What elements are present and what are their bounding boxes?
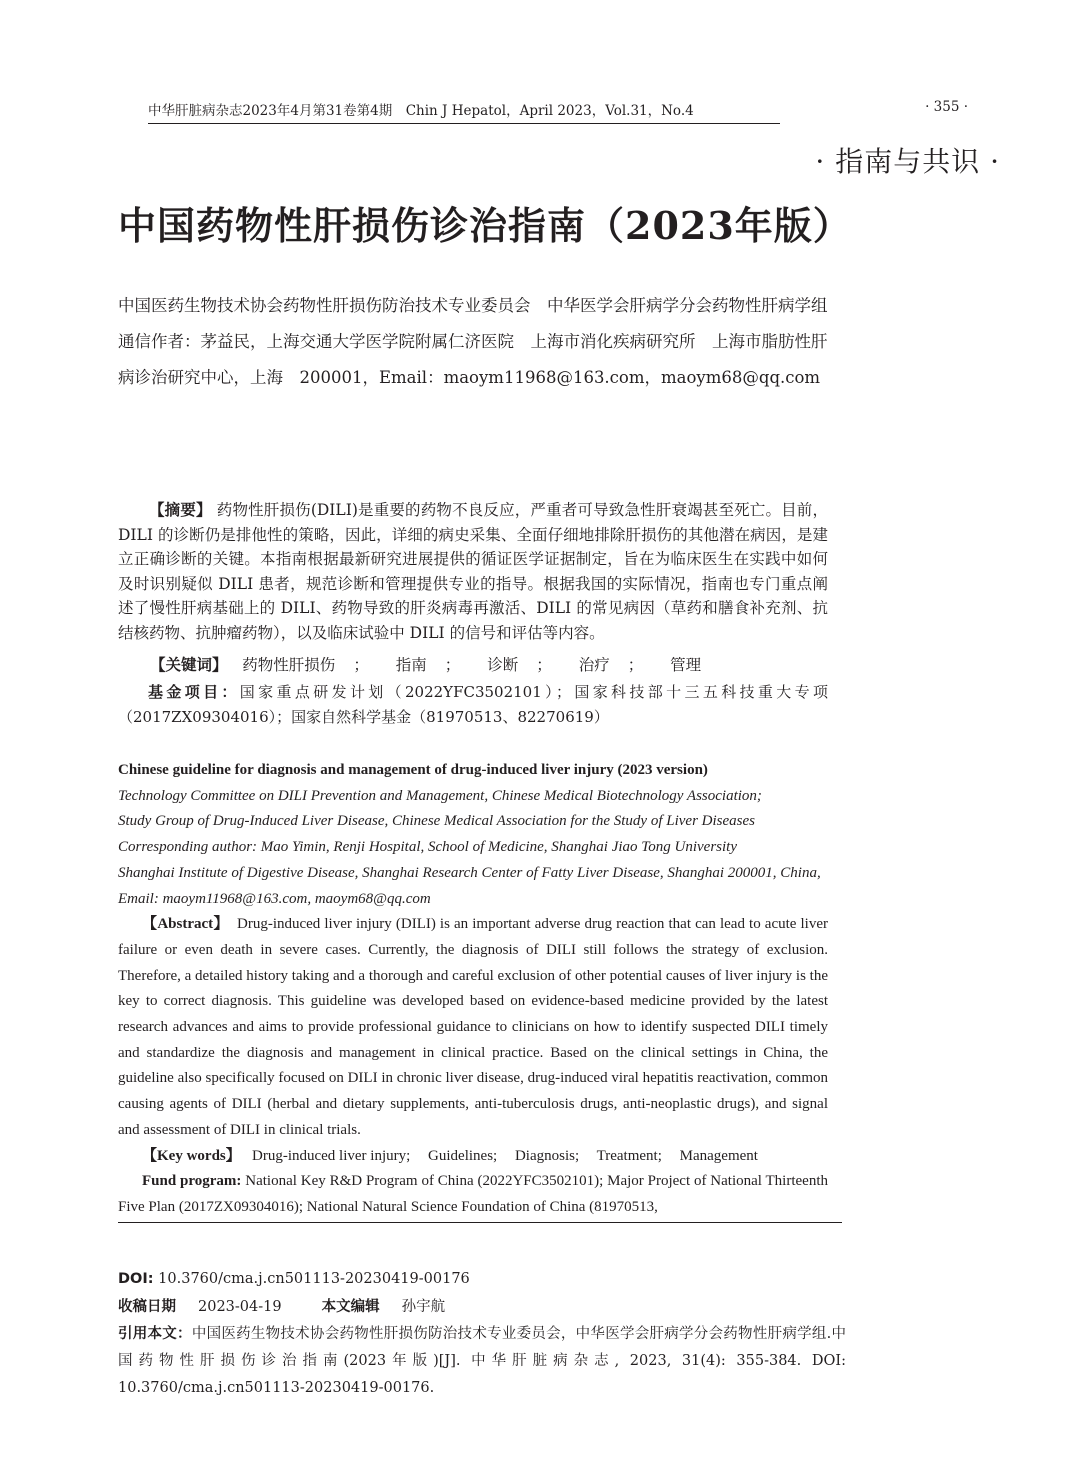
footnotes xyxy=(118,1265,846,1402)
keywords-cn-label: 【关键词】 xyxy=(150,655,228,674)
editor-label: 本文编辑 xyxy=(321,1299,380,1315)
english-affiliation: Shanghai Institute of Digestive Disease, Shanghai Research Center of Fatty Liver Disease, Shanghai 200001, China, Email: maoym11968@163.com, maoym68@qq.com xyxy=(118,864,821,907)
page-number: · 355 · xyxy=(925,99,968,115)
keyword-cn: 指南 xyxy=(395,656,427,674)
doi-value: 10.3760/cma.j.cn501113-20230419-00176 xyxy=(158,1271,470,1287)
english-title: Chinese guideline for diagnosis and management of drug-induced liver injury (2023 version) xyxy=(118,762,708,778)
english-affiliation: Technology Committee on DILI Prevention and Management, Chinese Medical Biotechnology Association; xyxy=(118,787,762,804)
fund-cn-label: 基金项目： xyxy=(148,683,240,701)
keyword-en: Guidelines; xyxy=(428,1147,498,1164)
received-value: 2023-04-19 xyxy=(198,1299,282,1315)
keyword-cn: 管理 xyxy=(670,656,702,674)
abstract-cn-text: 药物性肝损伤(DILI)是重要的药物不良反应，严重者可导致急性肝衰竭甚至死亡。目前，DILI 的诊断仍是排他性的策略，因此，详细的病史采集、全面仔细地排除肝损伤的其他潜在病因，是建立正确诊断的关键。本指南根据最新研究进展提供的循证医学证据制定，旨在为临床医生在实践中如何及时识别疑似 DILI 患者，规范诊断和管理提供专业的指导。根据我国的实际情况，指南也专门重点阐述了慢性肝病基础上的 DILI、药物导致的肝炎病毒再激活、DILI 的常见病因（草药和膳食补充剂、抗结核药物、抗肿瘤药物），以及临床试验中 DILI 的信号和评估等内容。 xyxy=(118,501,828,642)
abstract-cn xyxy=(118,498,828,645)
article-title: 中国药物性肝损伤诊治指南（2023年版） xyxy=(118,203,852,248)
correspondence: 通信作者：茅益民，上海交通大学医学院附属仁济医院 上海市消化疾病研究所 上海市脂肪性肝病诊治研究中心，上海 200001，Email：maoym11968@163.com，maoym68@qq.com xyxy=(118,332,828,387)
author-block xyxy=(118,288,838,396)
keyword-en: Drug-induced liver injury; xyxy=(252,1147,411,1164)
abstract-cn-label: 【摘要】 xyxy=(149,500,212,519)
footnote-divider xyxy=(118,1222,842,1223)
english-affiliation: Study Group of Drug-Induced Liver Disease, Chinese Medical Association for the Study of Liver Diseases xyxy=(118,813,755,830)
keyword-cn: 药物性肝损伤 xyxy=(242,656,336,674)
received-label: 收稿日期 xyxy=(118,1299,176,1315)
keyword-sep: ； xyxy=(627,656,644,674)
keyword-sep: ； xyxy=(536,656,552,674)
english-abstract-text: Drug-induced liver injury (DILI) is an important adverse drug reaction that can lead to acute liver failure or even death in severe cases. Currently, the diagnosis of DILI still follows the strategy of exclusion. Therefore, a detailed history taking and a thorough and careful exclusion of other potential causes of liver injury is the key to correct diagnosis. This guideline was developed based on evidence-based medicine provided by the latest research advances and aims to provide professional guidance to clinicians on how to identify suspected DILI timely and standardize the diagnosis and management in clinical practice. Based on the clinical settings in China, the guideline also specifically focused on DILI in chronic liver disease, drug-induced viral hepatitis reactivation, common causing agents of DILI (herbal and dietary supplements, anti-tuberculosis drugs, anti-neoplastic drugs), and signal and assessment of DILI in clinical trials. xyxy=(118,916,829,1138)
received-line xyxy=(118,1293,846,1321)
english-abstract-label: 【Abstract】 xyxy=(142,916,229,933)
editor-value: 孙宇航 xyxy=(401,1299,446,1315)
english-fund-text: National Key R&D Program of China (2022YFC3502101); Major Project of National Thirteenth Five Plan (2017ZX09304016); National Natural Science Foundation of China (81970513, xyxy=(118,1173,828,1215)
citation xyxy=(118,1321,846,1402)
keyword-cn: 治疗 xyxy=(578,656,610,674)
keywords-cn xyxy=(150,653,719,675)
keyword-sep: ； xyxy=(353,656,369,674)
english-fund xyxy=(118,1169,828,1220)
english-keywords xyxy=(118,1144,828,1170)
fund-cn-text: 国家重点研发计划（2022YFC3502101）；国家科技部十三五科技重大专项（2017ZX09304016）；国家自然科学基金（81970513、82270619） xyxy=(118,683,828,726)
doi-line xyxy=(118,1265,846,1293)
english-block xyxy=(118,758,828,1221)
column-tag: · 指南与共识 · xyxy=(815,145,1000,178)
cite-text: 中国医药生物技术协会药物性肝损伤防治技术专业委员会，中华医学会肝病学分会药物性肝病学组.中国药物性肝损伤诊治指南(2023年版)[J]. 中华肝脏病杂志, 2023, 31(4): 355-384. DOI: 10.3760/cma.j.cn501113-20230419-00176. xyxy=(118,1326,847,1396)
fund-cn xyxy=(118,680,828,730)
english-abstract xyxy=(118,912,828,1143)
keyword-en: Diagnosis; xyxy=(514,1147,580,1164)
keyword-cn: 诊断 xyxy=(487,656,519,674)
keyword-en: Management xyxy=(679,1147,758,1164)
english-fund-label: Fund program: xyxy=(142,1173,242,1190)
keyword-en: Treatment; xyxy=(596,1147,662,1164)
english-affiliation: Corresponding author: Mao Yimin, Renji Hospital, School of Medicine, Shanghai Jiao Tong University xyxy=(118,839,737,856)
english-keywords-label: 【Key words】 xyxy=(142,1147,241,1164)
author-committee: 中国医药生物技术协会药物性肝损伤防治技术专业委员会 中华医学会肝病学分会药物性肝病学组 xyxy=(118,296,828,315)
running-head: 中华肝脏病杂志2023年4月第31卷第4期 Chin J Hepatol，April 2023，Vol.31，No.4 xyxy=(148,99,780,124)
keyword-sep: ； xyxy=(444,656,461,674)
doi-label: DOI: xyxy=(118,1271,154,1287)
cite-label: 引用本文： xyxy=(118,1326,192,1342)
